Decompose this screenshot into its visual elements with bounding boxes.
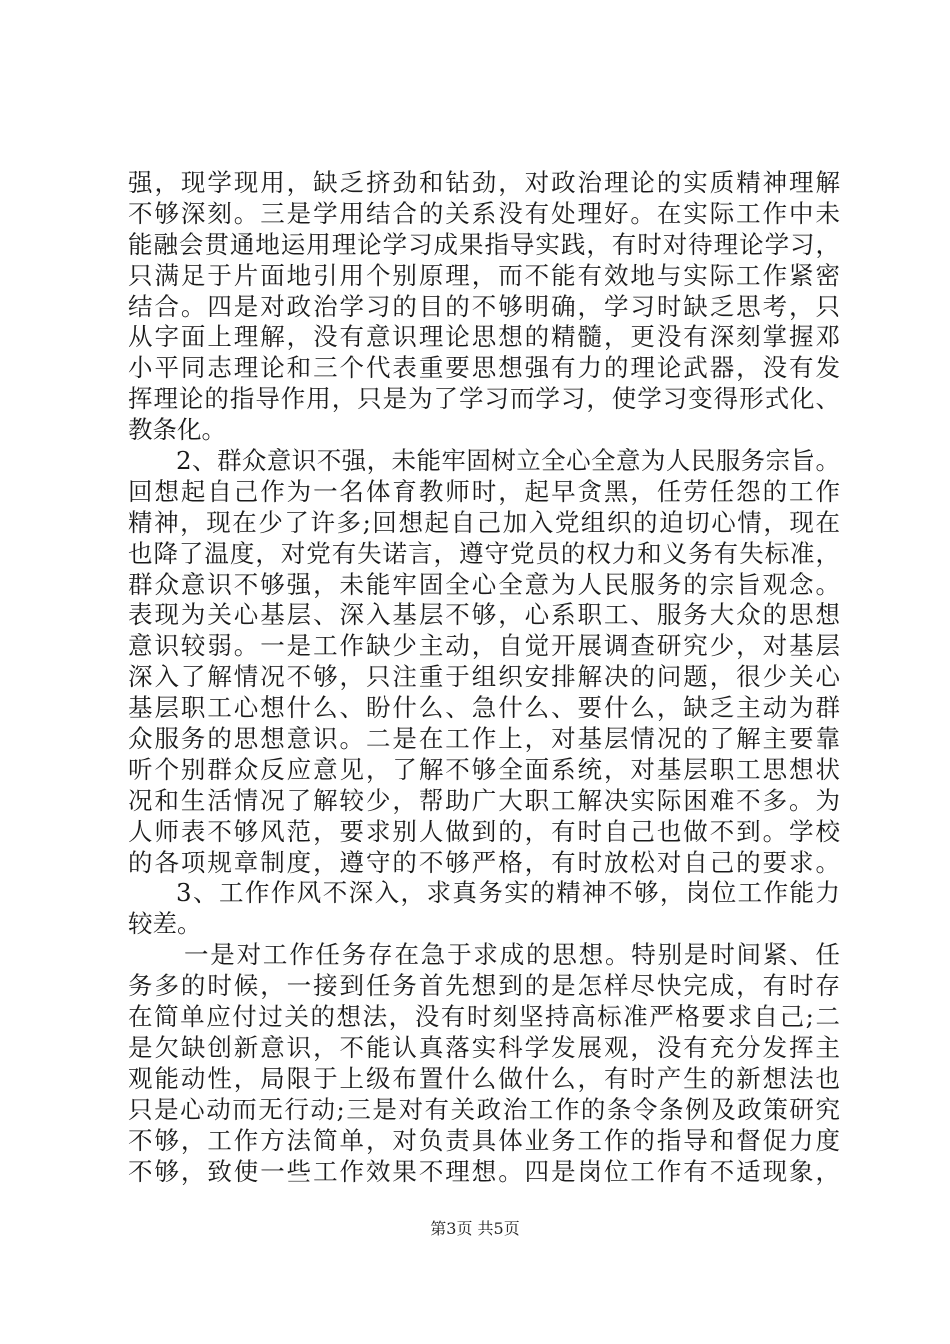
text-line: 3、工作作风不深入，求真务实的精神不够，岗位工作能力	[176, 878, 840, 908]
text-line: 不够，工作方法简单，对负责具体业务工作的指导和督促力度	[128, 1125, 840, 1155]
text-line: 听个别群众反应意见，了解不够全面系统，对基层职工思想状	[128, 754, 840, 784]
text-line: 挥理论的指导作用，只是为了学习而学习，使学习变得形式化、	[128, 384, 840, 414]
text-line: 一是对工作任务存在急于求成的思想。特别是时间紧、任	[184, 940, 840, 970]
text-line: 结合。四是对政治学习的目的不够明确，学习时缺乏思考，只	[128, 291, 840, 321]
text-line: 较差。	[128, 909, 202, 939]
text-line: 深入了解情况不够，只注重于组织安排解决的问题，很少关心	[128, 662, 840, 692]
text-line: 基层职工心想什么、盼什么、急什么、要什么，缺乏主动为群	[128, 693, 840, 723]
text-line: 是欠缺创新意识，不能认真落实科学发展观，没有充分发挥主	[128, 1032, 840, 1062]
text-line: 在简单应付过关的想法，没有时刻坚持高标准严格要求自己;二	[128, 1002, 840, 1032]
text-line: 教条化。	[128, 415, 226, 445]
text-line: 不够深刻。三是学用结合的关系没有处理好。在实际工作中未	[128, 198, 840, 228]
text-line: 只满足于片面地引用个别原理，而不能有效地与实际工作紧密	[128, 260, 840, 290]
text-line: 只是心动而无行动;三是对有关政治工作的条令条例及政策研究	[128, 1094, 840, 1124]
text-line: 人师表不够风范，要求别人做到的，有时自己也做不到。学校	[128, 816, 840, 846]
text-line: 强，现学现用，缺乏挤劲和钻劲，对政治理论的实质精神理解	[128, 168, 840, 197]
text-line: 务多的时候，一接到任务首先想到的是怎样尽快完成，有时存	[128, 971, 840, 1001]
text-line: 意识较弱。一是工作缺少主动，自觉开展调查研究少，对基层	[128, 631, 840, 661]
text-line: 也降了温度，对党有失诺言，遵守党员的权力和义务有失标准，	[128, 538, 840, 568]
text-line: 精神，现在少了许多;回想起自己加入党组织的迫切心情，现在	[128, 507, 840, 537]
text-line: 表现为关心基层、深入基层不够，心系职工、服务大众的思想	[128, 600, 840, 630]
body-text	[128, 168, 840, 1187]
text-line: 观能动性，局限于上级布置什么做什么，有时产生的新想法也	[128, 1063, 840, 1093]
text-line: 小平同志理论和三个代表重要思想强有力的理论武器，没有发	[128, 353, 840, 383]
text-line: 2、群众意识不强，未能牢固树立全心全意为人民服务宗旨。	[176, 446, 840, 476]
text-line: 不够，致使一些工作效果不理想。四是岗位工作有不适现象，	[128, 1156, 840, 1186]
text-line: 回想起自己作为一名体育教师时，起早贪黑，任劳任怨的工作	[128, 476, 840, 506]
text-line: 群众意识不够强，未能牢固全心全意为人民服务的宗旨观念。	[128, 569, 840, 599]
text-line: 的各项规章制度，遵守的不够严格，有时放松对自己的要求。	[128, 847, 840, 877]
text-line: 况和生活情况了解较少，帮助广大职工解决实际困难不多。为	[128, 785, 840, 815]
page-footer: 第3页 共5页	[430, 1219, 520, 1238]
text-line: 众服务的思想意识。二是在工作上，对基层情况的了解主要靠	[128, 724, 840, 754]
text-line: 能融会贯通地运用理论学习成果指导实践，有时对待理论学习，	[128, 229, 840, 259]
text-line: 从字面上理解，没有意识理论思想的精髓，更没有深刻掌握邓	[128, 322, 840, 352]
